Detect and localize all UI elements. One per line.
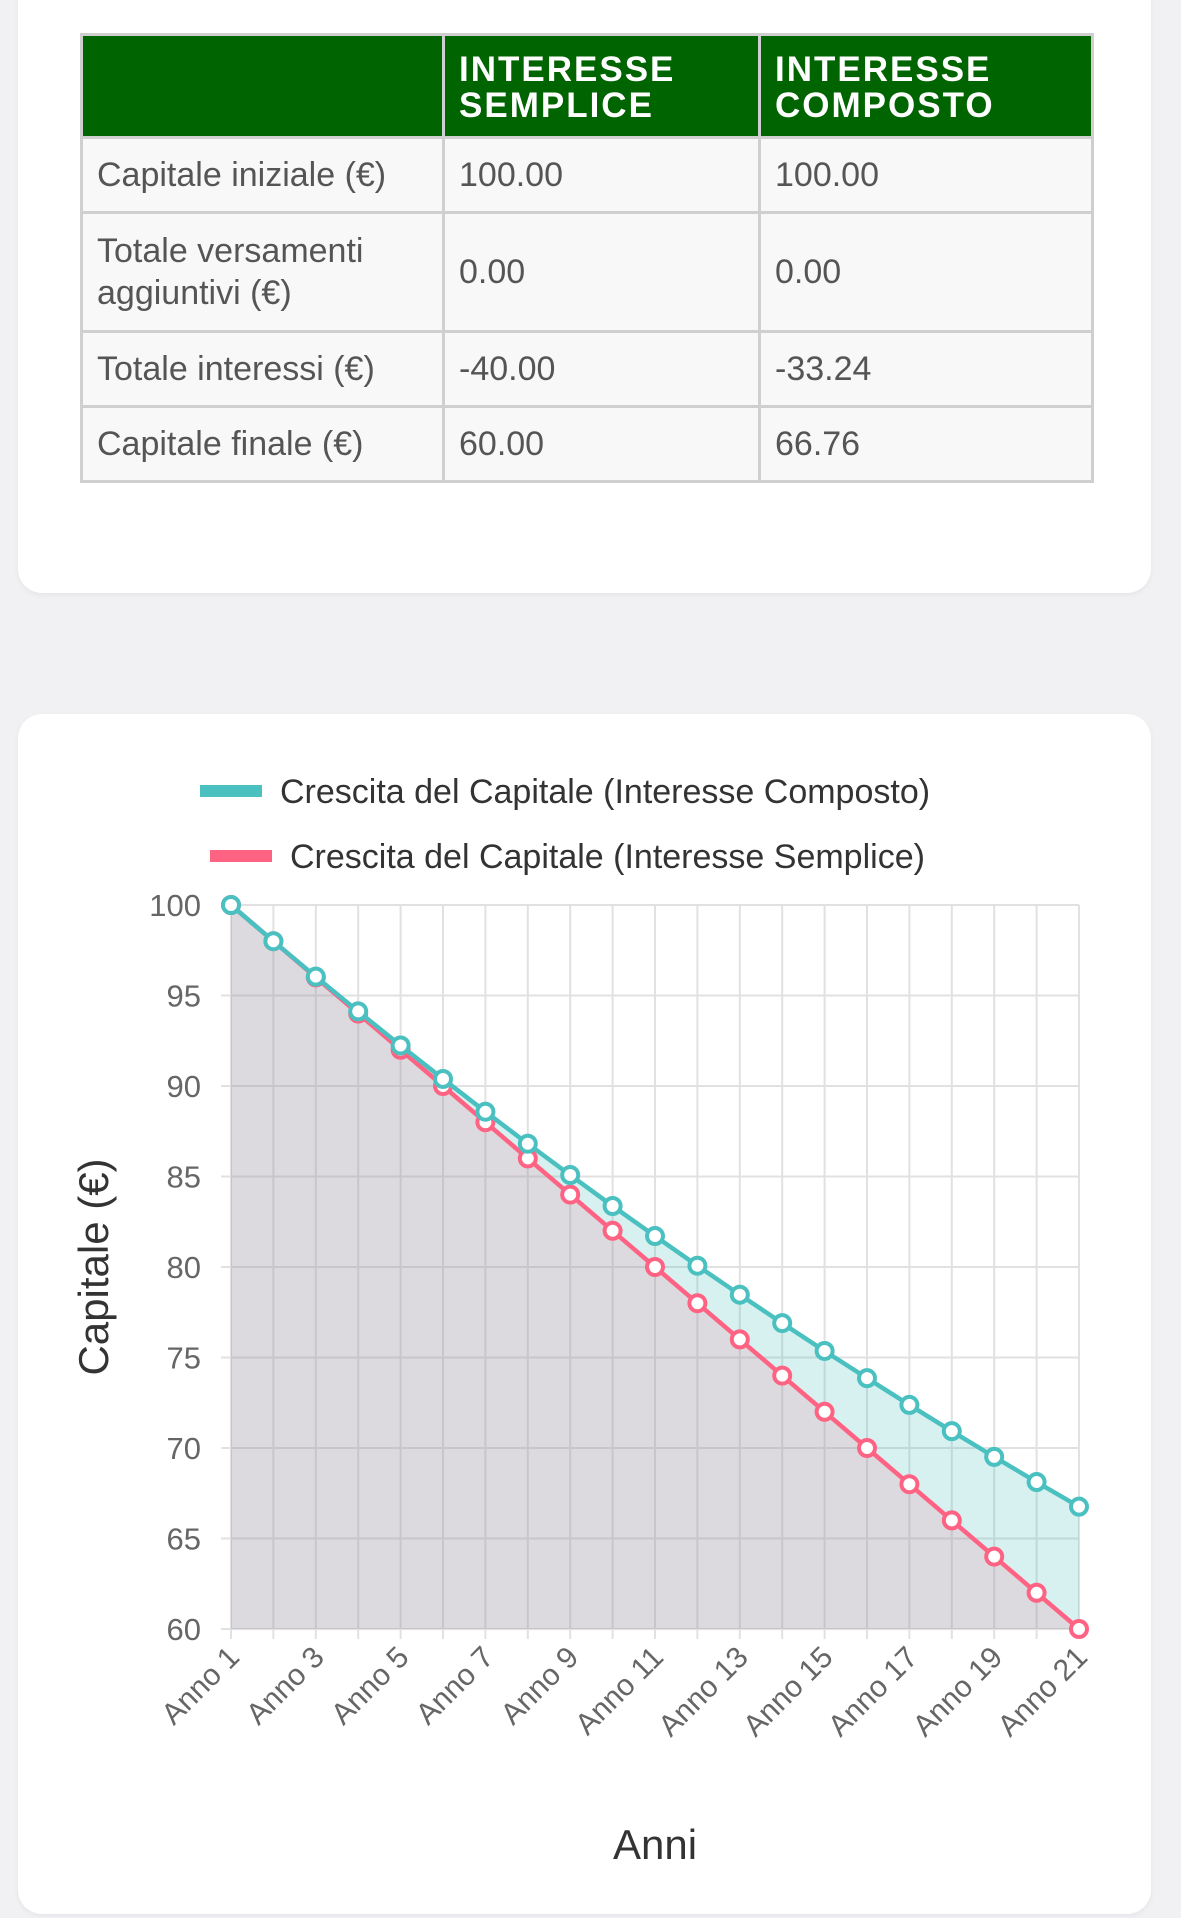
- data-point: [859, 1370, 875, 1386]
- row-label: Capitale finale (€): [82, 407, 444, 482]
- capital-growth-chart: [18, 714, 1151, 1914]
- data-point: [308, 969, 324, 985]
- y-tick-label: 95: [166, 978, 201, 1014]
- table-row: [82, 213, 1093, 332]
- cell-composto: 100.00: [760, 138, 1093, 213]
- data-point: [817, 1404, 833, 1420]
- y-tick-label: 80: [166, 1250, 201, 1285]
- cell-semplice: -40.00: [444, 332, 760, 407]
- data-point: [732, 1287, 748, 1303]
- x-tick-label: Anno 1: [155, 1640, 246, 1732]
- data-point: [774, 1315, 790, 1331]
- data-point: [562, 1167, 578, 1183]
- data-point: [1071, 1499, 1087, 1515]
- data-point: [774, 1368, 790, 1384]
- x-tick-label: Anno 7: [409, 1640, 501, 1732]
- header-interesse-semplice: INTERESSE SEMPLICE: [444, 35, 760, 138]
- chart-card: [18, 714, 1151, 1914]
- data-point: [1029, 1474, 1045, 1490]
- x-tick-label: Anno 3: [240, 1640, 331, 1732]
- data-point: [647, 1228, 663, 1244]
- x-tick-label: Anno 19: [906, 1640, 1010, 1743]
- data-point: [817, 1343, 833, 1359]
- legend-label: Crescita del Capitale (Interesse Composto): [280, 773, 931, 811]
- y-tick-label: 75: [166, 1340, 201, 1376]
- summary-card: [18, 0, 1151, 593]
- data-point: [605, 1198, 621, 1214]
- cell-semplice: 100.00: [444, 138, 760, 213]
- data-point: [520, 1136, 536, 1152]
- data-point: [901, 1476, 917, 1492]
- data-point: [689, 1258, 705, 1274]
- table-row: [82, 407, 1093, 482]
- data-point: [1029, 1585, 1045, 1601]
- y-tick-label: 65: [166, 1521, 201, 1557]
- data-point: [689, 1295, 705, 1311]
- row-label: Capitale iniziale (€): [82, 138, 444, 213]
- cell-semplice: 60.00: [444, 407, 760, 482]
- header-empty: [82, 35, 444, 138]
- table-row: [82, 332, 1093, 407]
- data-point: [647, 1259, 663, 1275]
- legend-swatch: [210, 850, 272, 862]
- data-point: [223, 897, 239, 913]
- data-point: [986, 1549, 1002, 1565]
- data-point: [393, 1037, 409, 1053]
- legend-swatch: [200, 785, 262, 797]
- cell-composto: 66.76: [760, 407, 1093, 482]
- x-tick-label: Anno 17: [821, 1640, 925, 1743]
- row-label: Totale interessi (€): [82, 332, 444, 407]
- data-point: [435, 1071, 451, 1087]
- data-point: [562, 1187, 578, 1203]
- data-point: [901, 1397, 917, 1413]
- legend-label: Crescita del Capitale (Interesse Semplice): [290, 838, 925, 876]
- y-tick-label: 60: [166, 1612, 201, 1647]
- row-label: Totale versamenti aggiuntivi (€): [82, 213, 444, 332]
- data-point: [944, 1423, 960, 1439]
- table-header-row: [82, 35, 1093, 138]
- data-point: [605, 1223, 621, 1239]
- y-tick-label: 100: [149, 888, 201, 923]
- x-tick-label: Anno 5: [324, 1640, 416, 1732]
- x-tick-label: Anno 13: [652, 1640, 755, 1743]
- data-point: [477, 1104, 493, 1120]
- x-tick-label: Anno 9: [494, 1640, 586, 1732]
- results-table: [80, 33, 1094, 483]
- data-point: [732, 1331, 748, 1347]
- data-point: [944, 1512, 960, 1528]
- data-point: [859, 1440, 875, 1456]
- cell-composto: 0.00: [760, 213, 1093, 332]
- x-tick-label: Anno 11: [569, 1640, 670, 1742]
- cell-semplice: 0.00: [444, 213, 760, 332]
- y-axis-title: Capitale (€): [70, 1158, 117, 1376]
- header-interesse-composto: INTERESSE COMPOSTO: [760, 35, 1093, 138]
- x-axis-title: Anni: [612, 1821, 698, 1868]
- y-tick-label: 85: [166, 1159, 201, 1195]
- cell-composto: -33.24: [760, 332, 1093, 407]
- data-point: [350, 1003, 366, 1019]
- data-point: [265, 933, 281, 949]
- y-tick-label: 70: [166, 1431, 201, 1466]
- x-tick-label: Anno 15: [737, 1640, 840, 1743]
- data-point: [1071, 1621, 1087, 1637]
- y-tick-label: 90: [166, 1069, 201, 1104]
- x-tick-label: Anno 21: [991, 1640, 1094, 1743]
- table-row: [82, 138, 1093, 213]
- data-point: [986, 1449, 1002, 1465]
